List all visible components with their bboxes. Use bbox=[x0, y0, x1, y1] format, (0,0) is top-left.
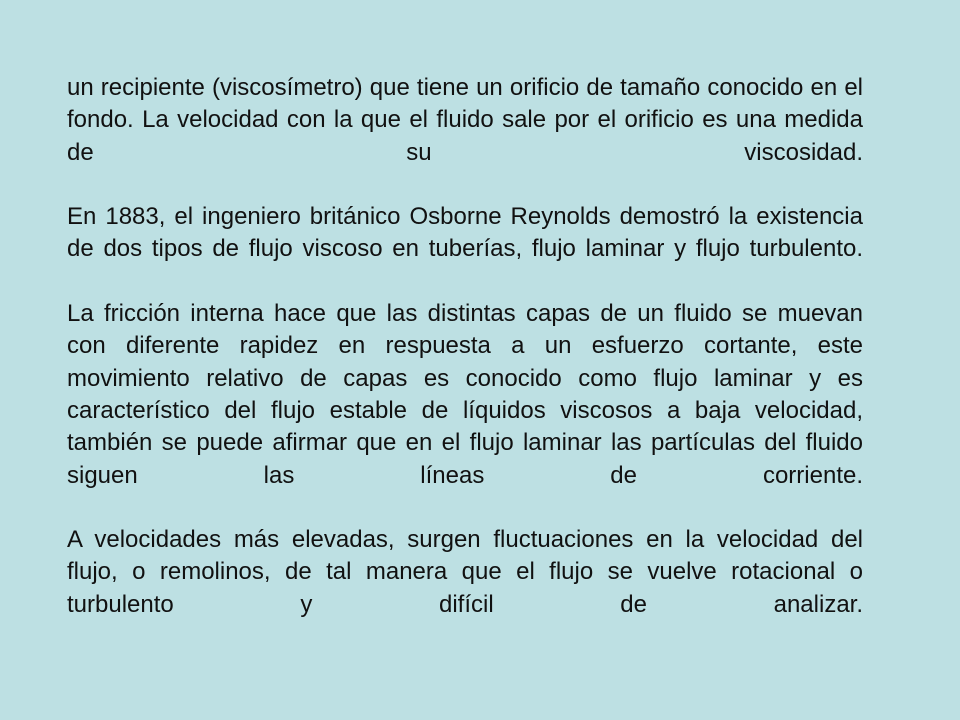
paragraph-turbulent-flow: A velocidades más elevadas, surgen fluctuaciones en la velocidad del flujo, o remolinos, de tal manera que el flujo se vuelve rotacional o turbulento y difícil de analizar. bbox=[67, 526, 863, 618]
body-text bbox=[67, 72, 863, 621]
paragraph-reynolds: En 1883, el ingeniero británico Osborne Reynolds demostró la existencia de dos tipos de flujo viscoso en tuberías, flujo laminar y flujo turbulento. bbox=[67, 203, 863, 263]
paragraph-viscosimeter: un recipiente (viscosímetro) que tiene un orificio de tamaño conocido en el fondo. La velocidad con la que el fluido sale por el orificio es una medida de su viscosidad. bbox=[67, 74, 863, 166]
paragraph-laminar-flow: La fricción interna hace que las distintas capas de un fluido se muevan con diferente rapidez en respuesta a un esfuerzo cortante, este movimiento relativo de capas es conocido como flujo laminar y es característico del flujo estable de líquidos viscosos a baja velocidad, también se puede afirmar que en el flujo laminar las partículas del fluido siguen las líneas de corriente. bbox=[67, 300, 863, 489]
